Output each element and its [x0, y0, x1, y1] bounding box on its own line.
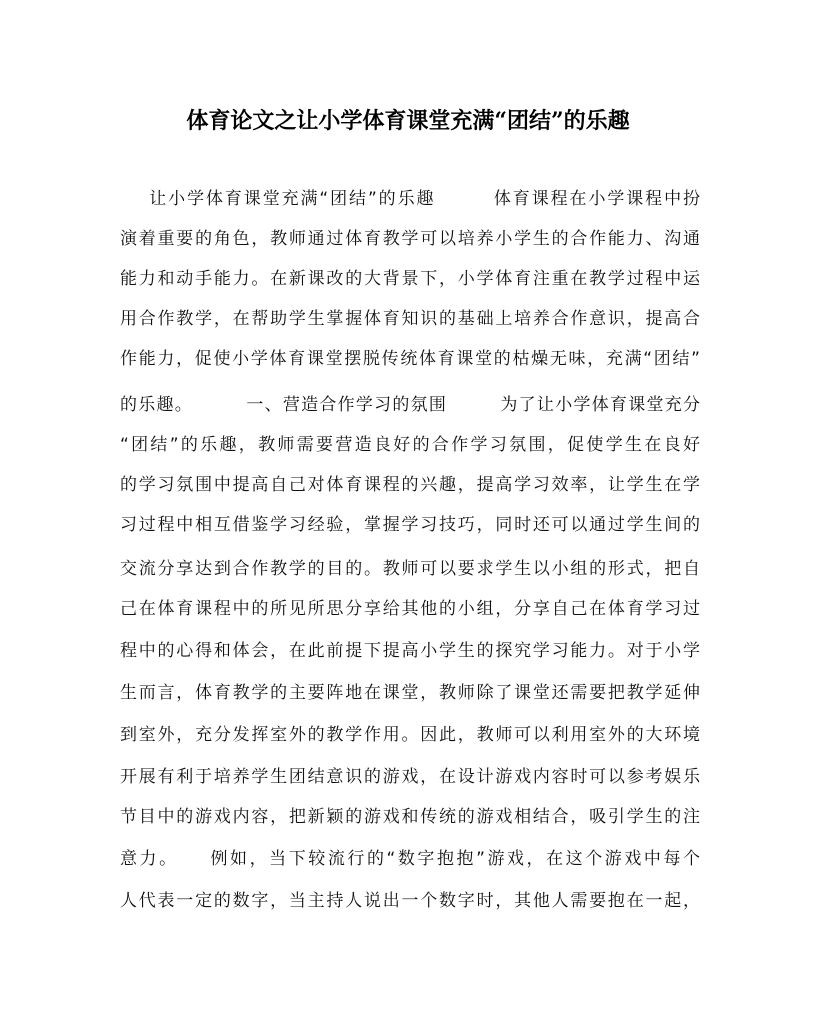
body-text-line: 习过程中相互借鉴学习经验，掌握学习技巧，同时还可以通过学生间的	[120, 515, 700, 535]
body-text-line: “团结”的乐趣，教师需要营造良好的合作学习氛围，促使学生在良好	[120, 435, 700, 455]
body-text-line: 意力。 例如，当下较流行的“数字抱抱”游戏，在这个游戏中每个	[120, 849, 700, 869]
body-text-line: 让小学体育课堂充满“团结”的乐趣 体育课程在小学课程中扮	[120, 189, 700, 209]
body-text-line: 交流分享达到合作教学的目的。教师可以要求学生以小组的形式，把自	[120, 559, 700, 579]
body-text-line: 开展有利于培养学生团结意识的游戏，在设计游戏内容时可以参考娱乐	[120, 767, 700, 787]
body-text-line: 的乐趣。 一、营造合作学习的氛围 为了让小学体育课堂充分	[120, 395, 700, 415]
document-title: 体育论文之让小学体育课堂充满“团结”的乐趣	[186, 108, 630, 134]
body-text-line: 能力和动手能力。在新课改的大背景下，小学体育注重在教学过程中运	[120, 269, 700, 289]
body-text-line: 演着重要的角色，教师通过体育教学可以培养小学生的合作能力、沟通	[120, 229, 700, 249]
body-text-line: 作能力，促使小学体育课堂摆脱传统体育课堂的枯燥无味，充满“团结”	[120, 349, 700, 369]
body-text-line: 程中的心得和体会，在此前提下提高小学生的探究学习能力。对于小学	[120, 641, 700, 661]
body-text-line: 用合作教学，在帮助学生掌握体育知识的基础上培养合作意识，提高合	[120, 309, 700, 329]
body-text-line: 人代表一定的数字，当主持人说出一个数字时，其他人需要抱在一起，	[120, 891, 700, 911]
body-text-line: 的学习氛围中提高自己对体育课程的兴趣，提高学习效率，让学生在学	[120, 475, 700, 495]
body-text-line: 己在体育课程中的所见所思分享给其他的小组，分享自己在体育学习过	[120, 599, 700, 619]
body-text-line: 生而言，体育教学的主要阵地在课堂，教师除了课堂还需要把教学延伸	[120, 683, 700, 703]
body-text-line: 节目中的游戏内容，把新颖的游戏和传统的游戏相结合，吸引学生的注	[120, 807, 700, 827]
body-text-line: 到室外，充分发挥室外的教学作用。因此，教师可以利用室外的大环境	[120, 725, 700, 745]
